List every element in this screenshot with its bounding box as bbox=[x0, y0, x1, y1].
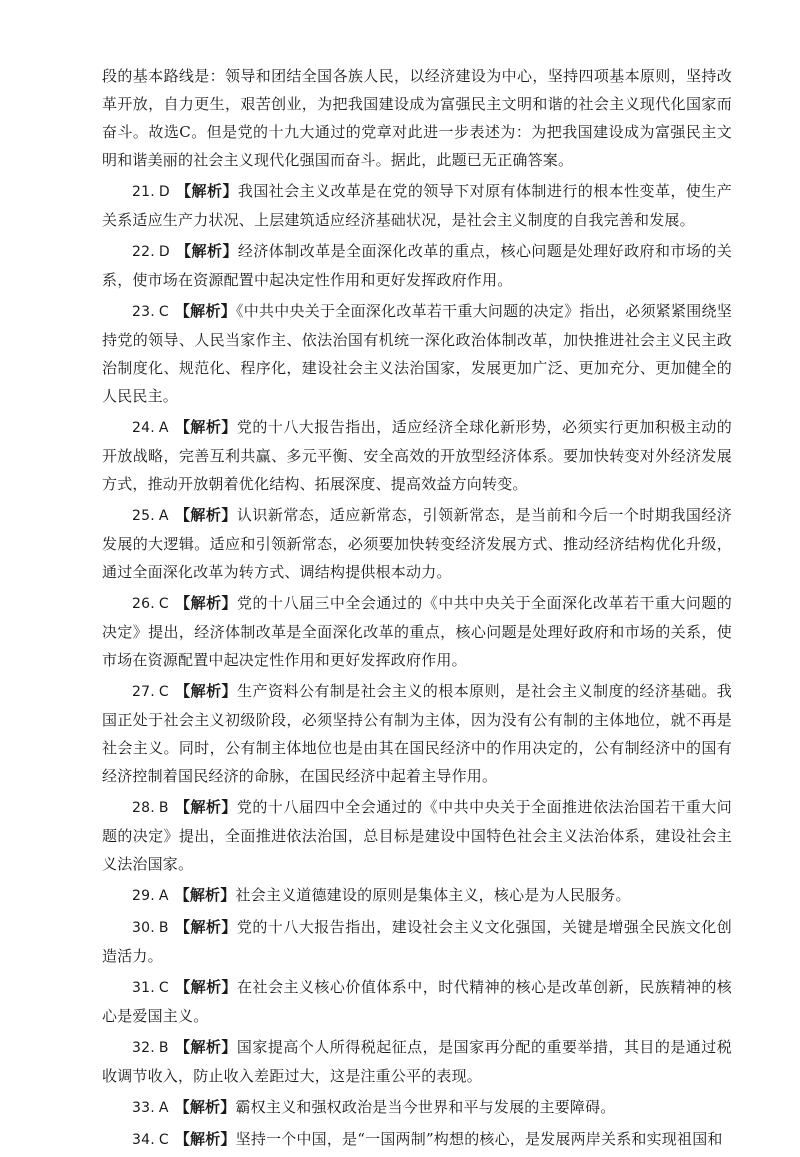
analysis-text: 党的十八届四中全会通过的《中共中央关于全面推进依法治国若干重大问题的决定》提出，全面推进依法治国，总目标是建设中国特色社会主义法治体系，建设社会主义法治国家。 bbox=[102, 798, 732, 873]
analysis-tag: 【解析】 bbox=[174, 682, 238, 700]
intro-paragraph: 段的基本路线是：领导和团结全国各族人民，以经济建设为中心，坚持四项基本原则，坚持改革开放，自力更生，艰苦创业，为把我国建设成为富强民主文明和谐的社会主义现代化国家而奋斗。故选C。但是党的十九大通过的党章对此进一步表述为：为把我国建设成为富强民主文明和谐美丽的社会主义现代化强国而奋斗。据此，此题已无正确答案。 bbox=[102, 67, 732, 169]
question-number: 33. bbox=[132, 1100, 155, 1116]
answer-letter: A bbox=[158, 420, 169, 436]
answer-item bbox=[102, 1093, 732, 1122]
analysis-tag: 【解析】 bbox=[174, 418, 237, 436]
answer-item bbox=[102, 973, 732, 1030]
answer-item bbox=[102, 589, 732, 674]
answer-letter: C bbox=[158, 304, 169, 320]
question-number: 24. bbox=[132, 420, 155, 436]
analysis-tag: 【解析】 bbox=[174, 506, 237, 524]
analysis-text: 经济体制改革是全面深化改革的重点，核心问题是处理好政府和市场的关系，使市场在资源配置中起决定性作用和更好发挥政府作用。 bbox=[102, 242, 732, 289]
analysis-tag: 【解析】 bbox=[174, 1130, 236, 1148]
answer-item bbox=[102, 413, 732, 498]
answer-letter: B bbox=[158, 920, 169, 936]
answer-item bbox=[102, 1033, 732, 1090]
analysis-text: 认识新常态，适应新常态，引领新常态，是当前和今后一个时期我国经济发展的大逻辑。适应和引领新常态，必须要加快转变经济发展方式、推动经济结构优化升级，通过全面深化改革为转方式、调结构提供根本动力。 bbox=[102, 506, 732, 581]
question-number: 34. bbox=[132, 1132, 155, 1148]
answer-letter: B bbox=[158, 1040, 169, 1056]
answer-item bbox=[102, 677, 732, 790]
question-number: 32. bbox=[132, 1040, 155, 1056]
answer-letter: C bbox=[158, 684, 169, 700]
question-number: 25. bbox=[132, 508, 155, 524]
analysis-text: 在社会主义核心价值体系中，时代精神的核心是改革创新，民族精神的核心是爱国主义。 bbox=[102, 978, 732, 1025]
question-number: 29. bbox=[132, 888, 155, 904]
answer-key-page bbox=[102, 62, 732, 1157]
question-number: 31. bbox=[132, 980, 155, 996]
answer-item bbox=[102, 881, 732, 910]
analysis-text: 党的十八大报告指出，建设社会主义文化强国，关键是增强全民族文化创造活力。 bbox=[102, 918, 732, 965]
analysis-text: 霸权主义和强权政治是当今世界和平与发展的主要障碍。 bbox=[235, 1098, 616, 1116]
analysis-text: 党的十八大报告指出，适应经济全球化新形势，必须实行更加积极主动的开放战略，完善互利共赢、多元平衡、安全高效的开放型经济体系。要加快转变对外经济发展方式，推动开放朝着优化结构、拓展深度、提高效益方向转变。 bbox=[102, 418, 732, 493]
question-number: 22. bbox=[132, 244, 155, 260]
answer-letter: B bbox=[158, 800, 169, 816]
analysis-text: 我国社会主义改革是在党的领导下对原有体制进行的根本性变革，使生产关系适应生产力状况、上层建筑适应经济基础状况，是社会主义制度的自我完善和发展。 bbox=[102, 182, 732, 229]
analysis-tag: 【解析】 bbox=[174, 302, 236, 320]
analysis-text: 坚持一个中国，是“一国两制”构想的核心，是发展两岸关系和实现祖国和 bbox=[235, 1130, 723, 1148]
question-number: 23. bbox=[132, 304, 155, 320]
answer-letter: A bbox=[158, 508, 169, 524]
analysis-tag: 【解析】 bbox=[174, 1038, 237, 1056]
answer-item bbox=[102, 177, 732, 234]
analysis-text: 《中共中央关于全面深化改革若干重大问题的决定》指出，必须紧紧围绕坚持党的领导、人民当家作主、依法治国有机统一深化政治体制改革，加快推进社会主义民主政治制度化、规范化、程序化，建设社会主义法治国家，发展更加广泛、更加充分、更加健全的人民民主。 bbox=[102, 302, 732, 405]
answer-letter: D bbox=[158, 244, 170, 260]
analysis-text: 国家提高个人所得税起征点，是国家再分配的重要举措，其目的是通过税收调节收入，防止收入差距过大，这是注重公平的表现。 bbox=[102, 1038, 732, 1085]
answer-letter: C bbox=[158, 980, 169, 996]
analysis-text: 生产资料公有制是社会主义的根本原则，是社会主义制度的经济基础。我国正处于社会主义初级阶段，必须坚持公有制为主体，因为没有公有制的主体地位，就不再是社会主义。同时，公有制主体地位也是由其在国民经济中的作用决定的，公有制经济中的国有经济控制着国民经济的命脉，在国民经济中起着主导作用。 bbox=[102, 682, 732, 785]
answer-item bbox=[102, 913, 732, 970]
question-number: 28. bbox=[132, 800, 155, 816]
question-number: 21. bbox=[132, 184, 155, 200]
answer-item bbox=[102, 297, 732, 410]
analysis-tag: 【解析】 bbox=[174, 978, 238, 996]
analysis-tag: 【解析】 bbox=[174, 1098, 236, 1116]
analysis-text: 党的十八届三中全会通过的《中共中央关于全面深化改革若干重大问题的决定》提出，经济体制改革是全面深化改革的重点，核心问题是处理好政府和市场的关系，使市场在资源配置中起决定性作用和更好发挥政府作用。 bbox=[102, 594, 732, 669]
analysis-text: 社会主义道德建设的原则是集体主义，核心是为人民服务。 bbox=[235, 886, 631, 904]
answer-list bbox=[102, 177, 732, 1154]
question-number: 27. bbox=[132, 684, 155, 700]
answer-letter: D bbox=[158, 184, 170, 200]
answer-letter: C bbox=[158, 596, 169, 612]
question-number: 30. bbox=[132, 920, 155, 936]
question-number: 26. bbox=[132, 596, 155, 612]
analysis-tag: 【解析】 bbox=[175, 242, 238, 260]
analysis-tag: 【解析】 bbox=[174, 594, 238, 612]
analysis-tag: 【解析】 bbox=[174, 918, 237, 936]
answer-item bbox=[102, 1125, 732, 1154]
answer-item bbox=[102, 237, 732, 294]
answer-letter: A bbox=[158, 888, 169, 904]
answer-letter: A bbox=[158, 1100, 169, 1116]
answer-item bbox=[102, 793, 732, 878]
analysis-tag: 【解析】 bbox=[175, 182, 238, 200]
analysis-tag: 【解析】 bbox=[174, 798, 237, 816]
analysis-tag: 【解析】 bbox=[174, 886, 236, 904]
answer-item bbox=[102, 501, 732, 586]
answer-letter: C bbox=[158, 1132, 169, 1148]
